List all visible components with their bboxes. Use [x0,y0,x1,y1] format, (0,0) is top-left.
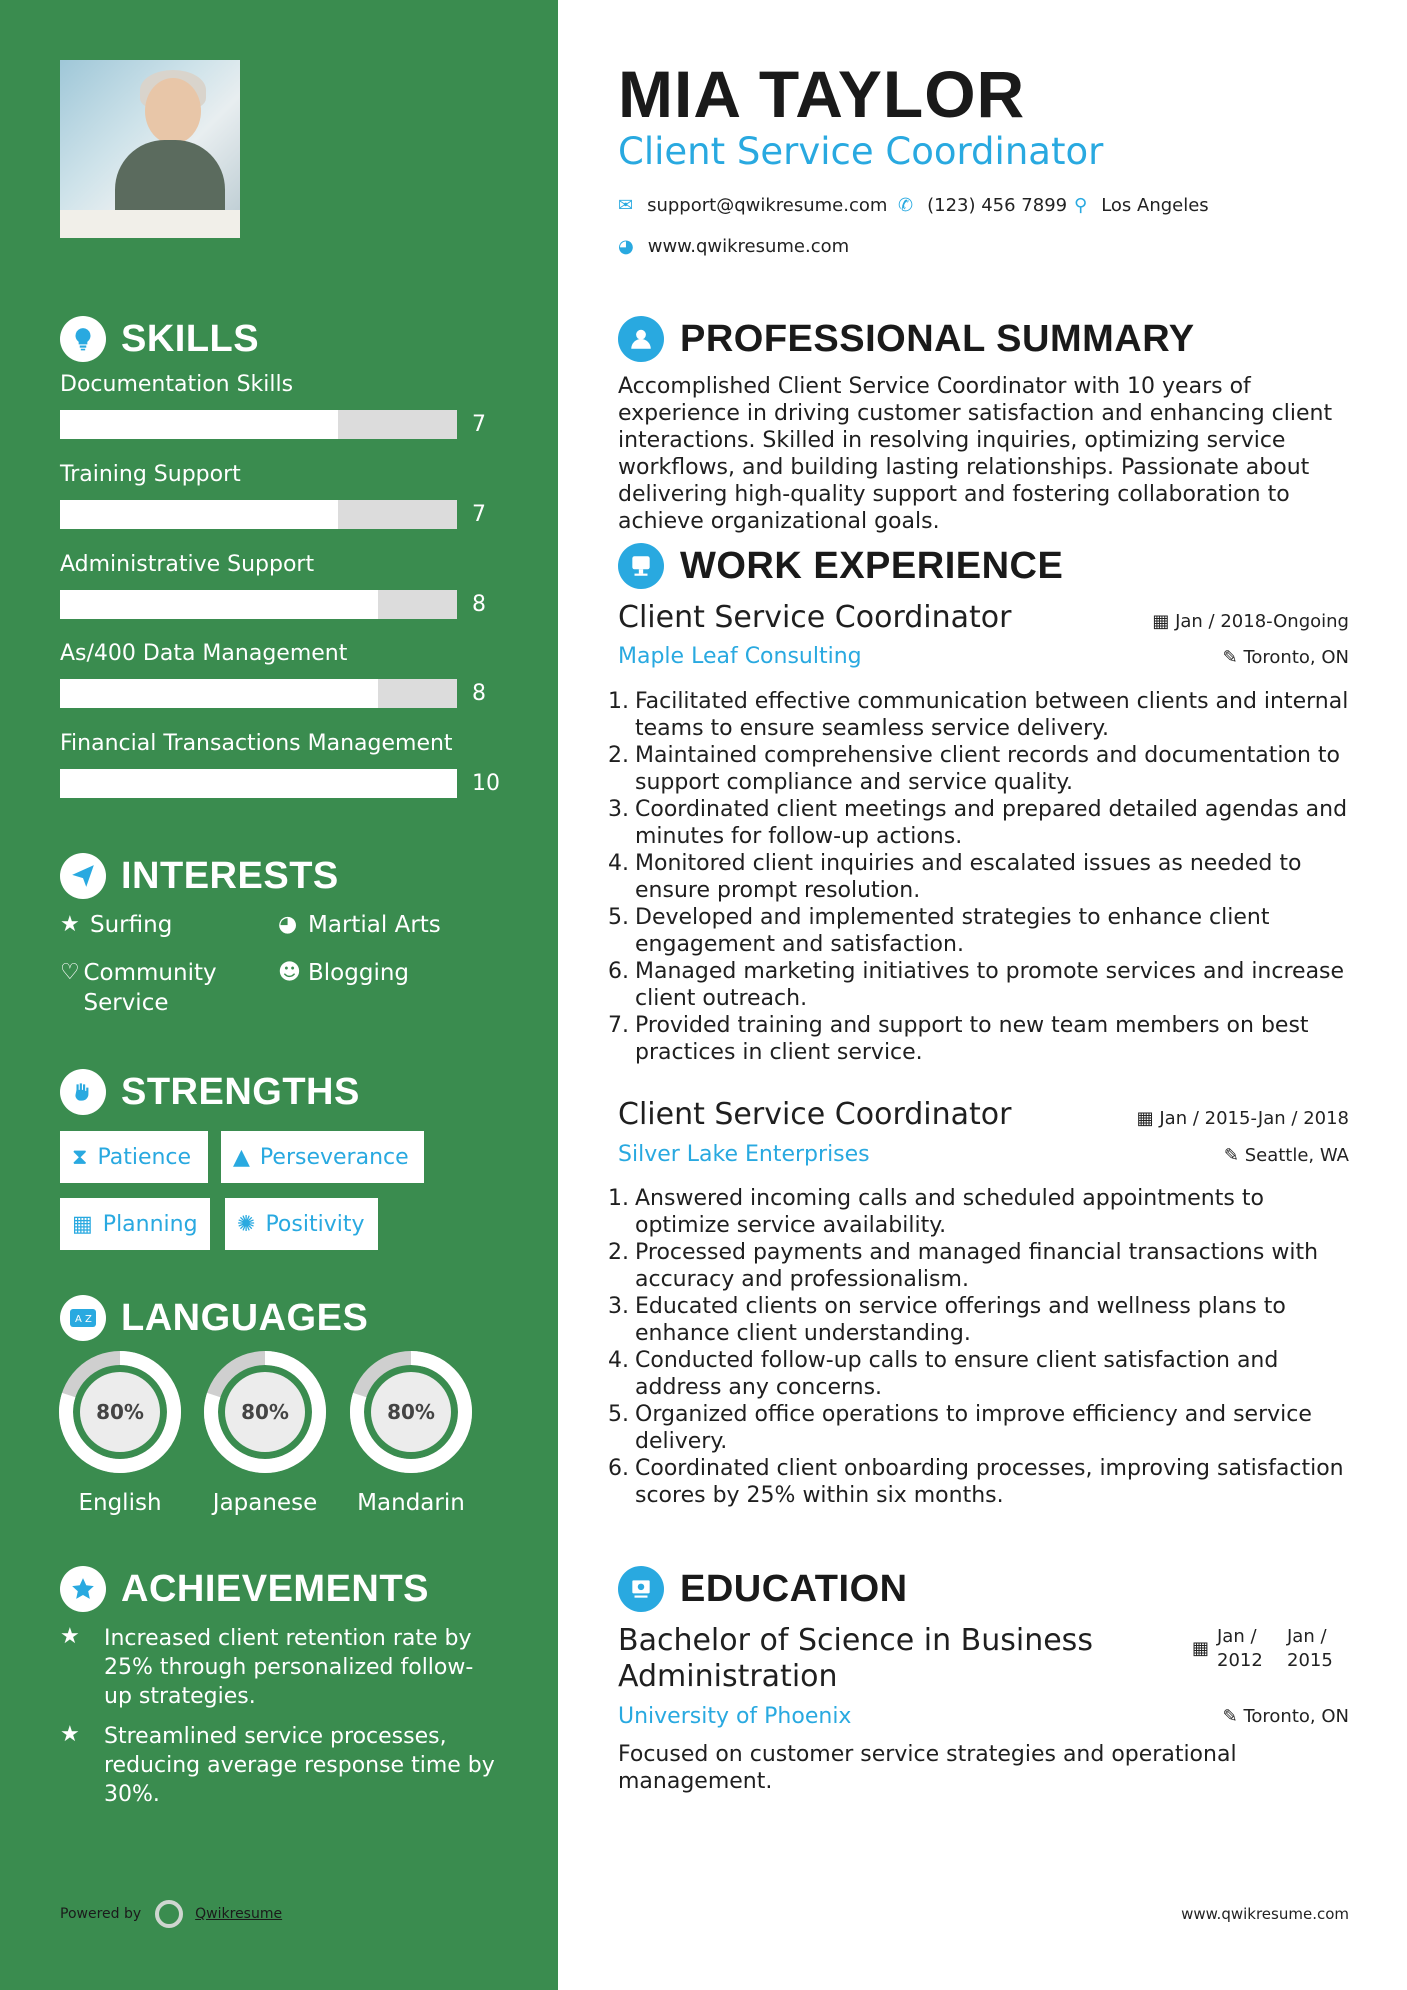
interest-item: ♡ Community Service [60,960,217,1016]
language-percent: 80% [387,1400,435,1424]
education-dates: ▦ Jan / 2012 Jan / 2015 [1191,1626,1333,1671]
award-star-icon [60,1566,106,1612]
list-item: 3. Educated clients on service offerings and wellness plans to enhance client understanding. [608,1294,1286,1346]
list-item: 4. Monitored client inquiries and escalated issues as needed to ensure prompt resolution. [608,851,1302,903]
languages-title: LANGUAGES [121,1296,369,1339]
education-location: ✎ Toronto, ON [1222,1706,1349,1727]
achievements-title: ACHIEVEMENTS [121,1567,429,1610]
skill-value: 7 [472,502,486,527]
skill-name: Training Support [60,462,241,487]
job-date: ▦ Jan / 2015-Jan / 2018 [1136,1108,1349,1129]
summary-heading [618,316,1195,362]
education-heading [618,1566,908,1612]
list-item: 6. Coordinated client onboarding processes, improving satisfaction scores by 25% within six months. [608,1456,1344,1508]
skills-title: SKILLS [121,317,260,360]
education-school: University of Phoenix [618,1704,852,1729]
list-item: 5. Organized office operations to improve efficiency and service delivery. [608,1402,1312,1454]
list-item: 1. Facilitated effective communication between clients and internal teams to ensure seamless service delivery. [608,689,1349,741]
interest-item: ◕ Martial Arts [278,912,441,938]
summary-title: PROFESSIONAL SUMMARY [680,317,1195,360]
pushpin-icon: ✎ [1222,1706,1244,1727]
calendar-icon: ▦ [1136,1108,1160,1129]
strength-badge: ▦ Planning [60,1198,210,1250]
heart-hand-icon: ♡ [60,960,80,985]
language-name: English [78,1490,162,1516]
list-item: 5. Developed and implemented strategies to enhance client engagement and satisfaction. [608,905,1270,957]
envelope-icon: ✉ [618,195,634,216]
pushpin-icon: ✎ [1223,1145,1245,1166]
language-ring [58,1350,182,1474]
skill-item [60,462,500,527]
achievements-heading [60,1566,429,1612]
achievement-item: ★ Streamlined service processes, reducing average response time by 30%. [60,1722,495,1807]
user-icon [618,316,664,362]
powered-by: Powered by Qwikresume [60,1900,282,1928]
fist-icon [60,1069,106,1115]
job-company: Maple Leaf Consulting [618,644,862,669]
job-bullets [608,688,1360,1066]
list-item: 6. Managed marketing initiatives to promote services and increase client outreach. [608,959,1345,1011]
list-item: 2. Maintained comprehensive client records and documentation to support compliance and service quality. [608,743,1340,795]
education-degree: Bachelor of Science in Business Administration [618,1623,1093,1694]
list-item: 1. Answered incoming calls and scheduled appointments to optimize service availability. [608,1186,1264,1238]
sun-icon: ✺ [237,1211,256,1237]
job-company: Silver Lake Enterprises [618,1142,870,1167]
road-icon: ▲ [233,1144,250,1170]
skill-value: 10 [472,771,500,796]
education-description: Focused on customer service strategies and operational management. [618,1742,1237,1794]
paper-plane-icon [60,853,106,899]
candidate-name: MIA TAYLOR [618,57,1026,131]
globe-icon: ◕ [278,912,298,937]
language-ring [203,1350,327,1474]
contact-website: ◕ www.qwikresume.com [618,236,850,257]
svg-text:A: A [75,1314,82,1325]
skill-item [60,372,500,437]
skill-name: Financial Transactions Management [60,731,453,756]
experience-title: WORK EXPERIENCE [680,544,1064,587]
calendar-icon: ▦ [72,1211,93,1237]
map-pin-icon: ⚲ [1074,195,1088,216]
phone-icon: ✆ [898,195,914,216]
summary-text: Accomplished Client Service Coordinator with 10 years of experience in driving customer satisfaction and enhancing client interactions. Skilled in resolving inquiries, optimizing service workflows, and building lasting relationships. Passionate about delivering high-quality support and fostering collaboration to achieve organizational goals. [618,374,1333,534]
skill-name: Administrative Support [60,552,315,577]
job-bullets [608,1185,1360,1509]
skill-item [60,641,500,706]
language-ring [349,1350,473,1474]
job-location: ✎ Toronto, ON [1222,647,1349,668]
job-title: Client Service Coordinator [618,1097,1012,1132]
globe-icon: ◕ [618,236,634,257]
list-item: 4. Conducted follow-up calls to ensure client satisfaction and address any concerns. [608,1348,1279,1400]
language-name: Mandarin [357,1490,465,1516]
svg-text:Z: Z [85,1314,92,1325]
skill-item [60,552,500,617]
language-name: Japanese [212,1490,318,1516]
skill-value: 7 [472,412,486,437]
contact-email: ✉ support@qwikresume.com [618,195,888,216]
interest-item: ★ Surfing [60,912,173,938]
interests-heading [60,853,339,899]
candidate-role: Client Service Coordinator [618,130,1104,173]
list-item: 3. Coordinated client meetings and prepared detailed agendas and minutes for follow-up actions. [608,797,1348,849]
pushpin-icon: ✎ [1222,647,1244,668]
interests-title: INTERESTS [121,854,339,897]
skills-heading [60,316,259,362]
strength-badge: ✺ Positivity [225,1198,378,1250]
star-icon: ★ [60,912,80,937]
language-item [349,1350,473,1516]
skill-item [60,731,500,796]
contact-location: ⚲ Los Angeles [1074,195,1209,216]
skill-bar [60,500,457,529]
users-icon: ☻ [278,960,301,985]
graduate-icon [618,1566,664,1612]
skill-name: As/400 Data Management [60,641,348,666]
strengths-title: STRENGTHS [121,1070,360,1113]
skill-value: 8 [472,592,486,617]
powered-by-link[interactable]: Qwikresume [195,1906,283,1922]
translate-icon [60,1295,106,1341]
briefcase-icon [618,543,664,589]
skill-bar [60,590,457,619]
skill-bar [60,410,457,439]
language-item [58,1350,182,1516]
strength-badge: ⧗ Patience [60,1131,208,1183]
calendar-icon: ▦ [1152,611,1176,632]
qwikresume-logo-icon [155,1900,183,1928]
skill-bar [60,769,457,798]
hourglass-icon: ⧗ [72,1144,88,1170]
strength-badge: ▲ Perseverance [221,1131,424,1183]
experience-heading [618,543,1063,589]
languages-heading [60,1295,368,1341]
skill-bar [60,679,457,708]
list-item: 2. Processed payments and managed financial transactions with accuracy and professionalism. [608,1240,1319,1292]
contact-phone: ✆ (123) 456 7899 [898,195,1068,216]
language-percent: 80% [241,1400,289,1424]
profile-photo [60,60,240,238]
sidebar [0,0,558,1990]
interest-item: ☻ Blogging [278,960,410,986]
lightbulb-icon [60,316,106,362]
job-title: Client Service Coordinator [618,600,1012,635]
calendar-icon: ▦ [1191,1638,1209,1659]
job-date: ▦ Jan / 2018-Ongoing [1152,611,1349,632]
language-item [203,1350,327,1516]
education-title: EDUCATION [680,1567,908,1610]
list-item: 7. Provided training and support to new team members on best practices in client service. [608,1013,1309,1065]
job-location: ✎ Seattle, WA [1223,1145,1349,1166]
strengths-heading [60,1069,360,1115]
shooting-star-icon: ★ [60,1722,80,1747]
skill-name: Documentation Skills [60,372,294,397]
skill-value: 8 [472,681,486,706]
language-percent: 80% [96,1400,144,1424]
achievement-item: ★ Increased client retention rate by 25% through personalized follow-up strategies. [60,1624,474,1709]
shooting-star-icon: ★ [60,1624,80,1649]
footer-website[interactable]: www.qwikresume.com [1181,1905,1349,1923]
